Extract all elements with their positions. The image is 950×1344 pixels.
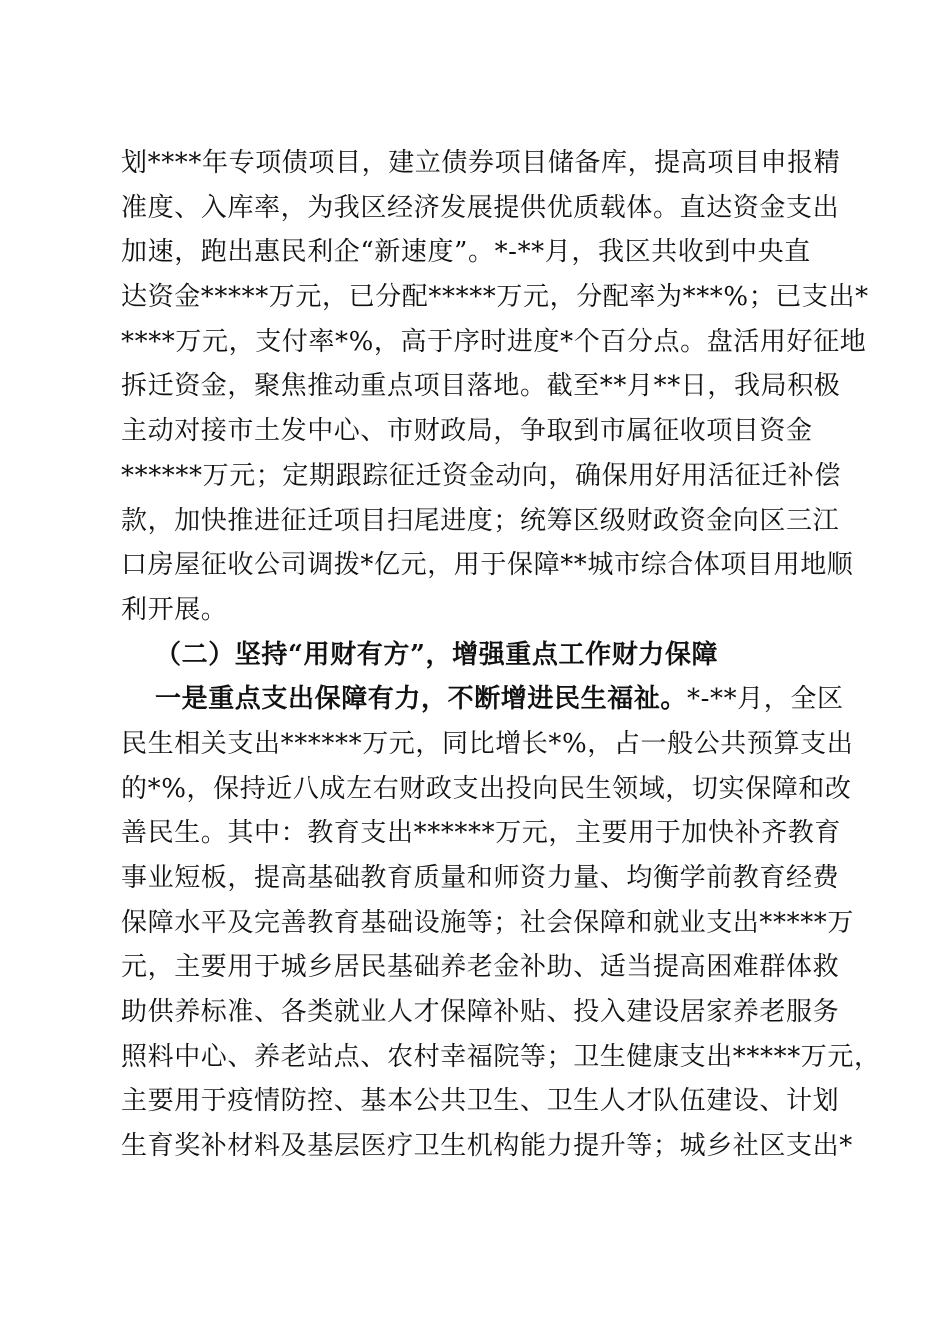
text-line: 保障水平及完善教育基础设施等；社会保障和就业支出*****万 xyxy=(121,907,855,938)
text-line: 准度、入库率，为我区经济发展提供优质载体。直达资金支出 xyxy=(121,192,840,223)
text-line: 生育奖补材料及基层医疗卫生机构能力提升等；城乡社区支出* xyxy=(121,1131,853,1162)
text-line: 主要用于疫情防控、基本公共卫生、卫生人才队伍建设、计划 xyxy=(121,1086,840,1117)
text-line: 事业短板，提高基础教育质量和师资力量、均衡学前教育经费 xyxy=(121,863,840,893)
text-line: 主动对接市土发中心、市财政局，争取到市属征收项目资金 xyxy=(121,416,813,447)
text-line: 达资金*****万元，已分配*****万元，分配率为***%；已支出* xyxy=(121,282,869,313)
lead-sentence-rest: *-**月，全区 xyxy=(687,684,844,715)
text-line: 口房屋征收公司调拨*亿元，用于保障**城市综合体项目用地顺 xyxy=(121,550,854,581)
paragraph-2 xyxy=(121,677,881,1169)
lead-sentence-bold: 一是重点支出保障有力，不断增进民生福祉。 xyxy=(155,684,688,715)
text-line: 助供养标准、各类就业人才保障补贴、投入建设居家养老服务 xyxy=(121,997,840,1028)
text-line: 照料中心、养老站点、农村幸福院等；卫生健康支出*****万元， xyxy=(121,1041,881,1072)
text-line-lead xyxy=(121,677,844,722)
text-line: 利开展。 xyxy=(121,594,228,625)
text-line: 划****年专项债项目，建立债券项目储备库，提高项目申报精 xyxy=(121,148,841,178)
paragraph-1 xyxy=(121,141,869,633)
text-line: ****万元，支付率*%，高于序时进度*个百分点。盘活用好征地 xyxy=(121,326,867,357)
text-line: 的*%，保持近八成左右财政支出投向民生领域，切实保障和改 xyxy=(121,773,852,804)
text-line: 款，加快推进征迁项目扫尾进度；统筹区级财政资金向区三江 xyxy=(121,505,840,536)
text-line: 善民生。其中：教育支出******万元，主要用于加快补齐教育 xyxy=(121,818,842,849)
text-line: ******万元；定期跟踪征迁资金动向，确保用好用活征迁补偿 xyxy=(121,460,842,491)
text-line: 加速，跑出惠民利企“新速度”。*-**月，我区共收到中央直 xyxy=(121,237,811,268)
section-heading: （二）坚持“用财有方”，增强重点工作财力保障 xyxy=(155,639,719,670)
body-text xyxy=(121,141,881,1169)
text-line: 民生相关支出******万元，同比增长*%，占一般公共预算支出 xyxy=(121,728,854,759)
text-line: 元，主要用于城乡居民基础养老金补助、适当提高困难群体救 xyxy=(121,952,840,983)
text-line: 拆迁资金，聚焦推动重点项目落地。截至**月**日，我局积极 xyxy=(121,371,841,402)
